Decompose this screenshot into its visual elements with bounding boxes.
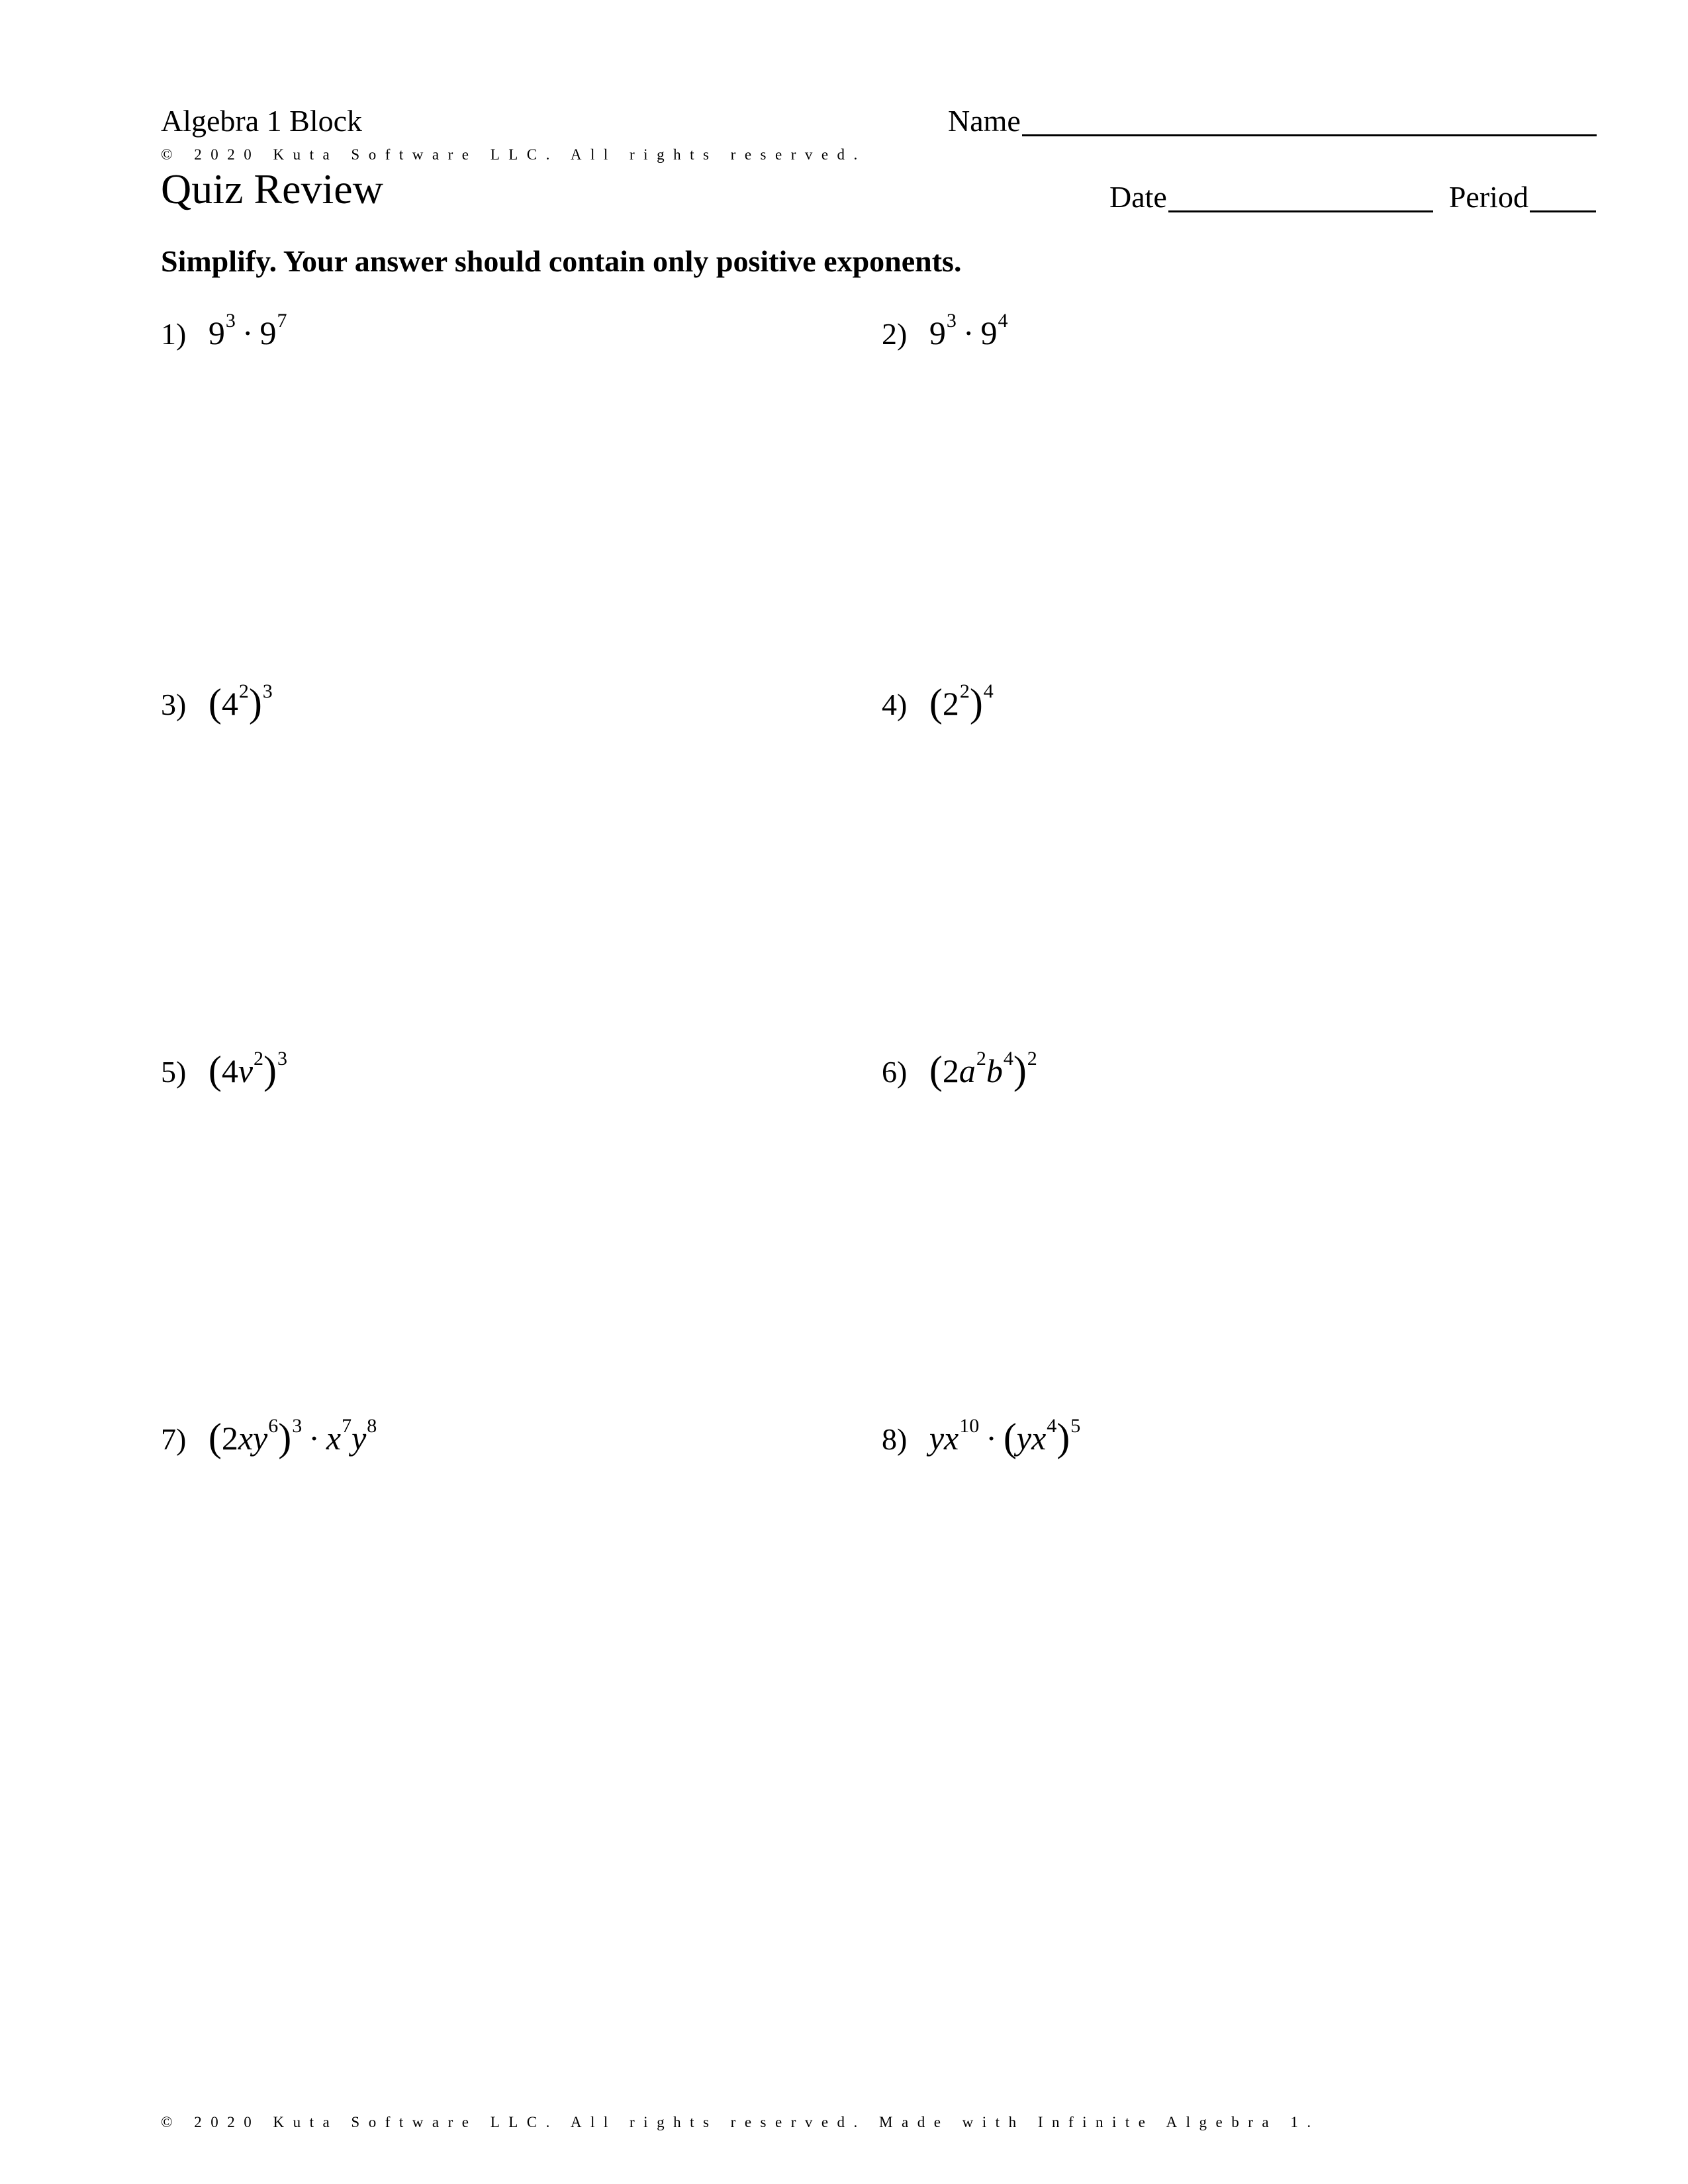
problem-number: 6) bbox=[882, 1055, 908, 1089]
copyright-footer: © 2020 Kuta Software LLC. All rights reserved. Made with Infinite Algebra 1. bbox=[161, 2114, 1320, 2130]
problem-expression: $(2a^2b^4)^2$ bbox=[929, 1048, 1037, 1092]
problem-3 bbox=[161, 680, 273, 725]
name-label: Name bbox=[948, 104, 1021, 138]
problem-8 bbox=[882, 1415, 1081, 1459]
date-label: Date bbox=[1109, 180, 1167, 214]
name-field[interactable] bbox=[948, 106, 1597, 136]
problem-number: 4) bbox=[882, 688, 908, 721]
problem-4 bbox=[882, 680, 994, 725]
period-blank-line[interactable] bbox=[1530, 183, 1596, 212]
problem-expression: $9^3 \cdot 9^4$ bbox=[929, 310, 1008, 351]
problem-expression: $(4v^2)^3$ bbox=[208, 1048, 287, 1092]
name-blank-line[interactable] bbox=[1022, 107, 1597, 136]
problem-expression: $(2^2)^4$ bbox=[929, 680, 994, 725]
date-period-row bbox=[1109, 182, 1596, 212]
problem-expression: $(2xy^6)^3 \cdot x^7y^8$ bbox=[208, 1415, 377, 1459]
page-title: Quiz Review bbox=[161, 165, 383, 212]
problem-6 bbox=[882, 1048, 1037, 1092]
problem-number: 3) bbox=[161, 688, 187, 721]
date-blank-line[interactable] bbox=[1168, 183, 1433, 212]
problem-expression: $yx^{10} \cdot (yx^4)^5$ bbox=[929, 1415, 1081, 1459]
problem-1 bbox=[161, 310, 287, 351]
problem-expression: $(4^2)^3$ bbox=[208, 680, 273, 725]
problem-7 bbox=[161, 1415, 377, 1459]
problem-number: 5) bbox=[161, 1055, 187, 1089]
copyright-top: © 2020 Kuta Software LLC. All rights reserved. bbox=[161, 146, 867, 163]
instructions: Simplify. Your answer should contain only positive exponents. bbox=[161, 244, 962, 278]
period-label: Period bbox=[1448, 180, 1528, 214]
problem-number: 2) bbox=[882, 317, 908, 351]
problem-2 bbox=[882, 310, 1008, 351]
problem-expression: $9^3 \cdot 9^7$ bbox=[208, 310, 287, 351]
problem-number: 7) bbox=[161, 1422, 187, 1456]
problem-number: 1) bbox=[161, 317, 187, 351]
problem-number: 8) bbox=[882, 1422, 908, 1456]
problem-5 bbox=[161, 1048, 287, 1092]
course-name: Algebra 1 Block bbox=[161, 104, 363, 138]
